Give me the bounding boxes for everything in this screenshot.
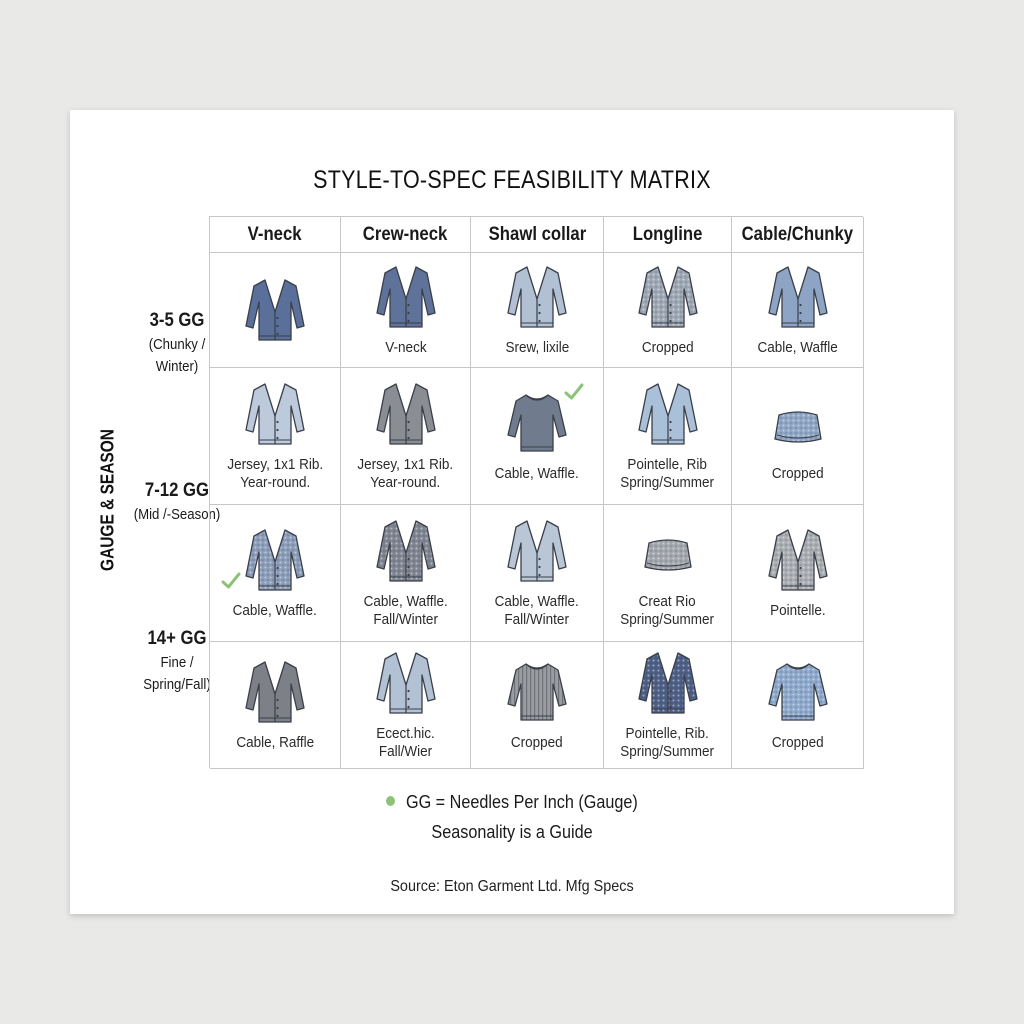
matrix-cell: [210, 253, 341, 368]
matrix-cell: [604, 253, 732, 368]
cardigan-icon: [375, 263, 437, 331]
cell-label-line: Year-round.: [239, 474, 311, 491]
cell-label-line: Cropped: [771, 465, 824, 482]
cardigan-icon: [637, 649, 699, 717]
cell-label: [495, 593, 579, 629]
legend-line-2: Seasonality is a Guide: [431, 822, 593, 842]
pullover-icon: [506, 658, 568, 726]
y-axis-title-text: GAUGE & SEASON: [97, 429, 118, 571]
column-header-label: Cable/Chunky: [741, 223, 854, 245]
legend-line-1: [114, 790, 910, 814]
feasibility-matrix: [209, 216, 863, 768]
cell-label-line: Cropped: [511, 734, 563, 751]
cell-label: [376, 725, 435, 761]
column-header-label: Crew-neck: [363, 223, 448, 245]
cardigan-icon: [244, 276, 306, 344]
cell-label-line: Jersey, 1x1 Rib.: [357, 456, 454, 473]
cell-label-line: Year-round.: [370, 474, 441, 491]
cell-label-line: Cable, Waffle.: [494, 465, 580, 482]
cell-label-line: Jersey, 1x1 Rib.: [227, 456, 323, 473]
cell-label: [233, 602, 317, 620]
cell-label: [621, 456, 715, 492]
column-header-label: Longline: [632, 223, 703, 245]
row-season: Winter): [155, 358, 199, 375]
cell-label: [621, 593, 715, 629]
pullover-icon: [767, 658, 829, 726]
cardigan-icon: [375, 517, 437, 585]
cell-label: [511, 734, 563, 752]
matrix-cell: [210, 642, 341, 769]
row-gauge: 7-12 GG: [144, 480, 210, 501]
cell-label: [236, 734, 314, 752]
cell-label: [227, 456, 323, 492]
cell-label-line: Spring/Summer: [620, 474, 715, 491]
column-header-label: Shawl collar: [488, 223, 586, 245]
column-header-shawl-collar: [471, 217, 604, 253]
row-season: Fine /: [160, 654, 194, 671]
page-title: STYLE-TO-SPEC FEASIBILITY MATRIX: [313, 166, 711, 194]
cell-label-line: Spring/Summer: [620, 611, 715, 628]
cardigan-icon: [244, 658, 306, 726]
row-gauge: 3-5 GG: [149, 310, 205, 331]
cell-label-line: Cable, Raffle: [236, 734, 314, 751]
row-gauge: 14+ GG: [147, 628, 207, 649]
cropped-sweater-icon: [637, 517, 699, 585]
matrix-cell: [471, 505, 604, 642]
cell-label-line: Pointelle, Rib.: [625, 725, 710, 742]
matrix-cell: [732, 253, 864, 368]
matrix-cell: [210, 505, 341, 642]
cell-label-line: Ecect.hic.: [376, 725, 435, 742]
cell-label: [772, 465, 824, 483]
cell-label-line: Cropped: [641, 339, 694, 356]
cardigan-icon: [637, 380, 699, 448]
cardigan-icon: [506, 517, 568, 585]
cardigan-icon: [244, 380, 306, 448]
checkmark-icon: [563, 382, 585, 402]
matrix-cell: [732, 368, 864, 505]
matrix-cell: [732, 505, 864, 642]
column-header-cable-chunky: [732, 217, 864, 253]
matrix-cell: [732, 642, 864, 769]
cell-label-line: Spring/Summer: [620, 743, 715, 760]
column-header-longline: [604, 217, 732, 253]
cell-label-line: Fall/Wier: [378, 743, 433, 760]
cell-label: [772, 734, 824, 752]
cell-label: [770, 602, 826, 620]
cell-label-line: V-neck: [384, 339, 427, 356]
cell-label: [495, 465, 579, 483]
cell-label-line: Fall/Winter: [504, 611, 570, 628]
matrix-cell: [341, 253, 471, 368]
matrix-cell: [471, 253, 604, 368]
cropped-sweater-icon: [767, 389, 829, 457]
cardigan-icon: [506, 263, 568, 331]
matrix-cell: [341, 368, 471, 505]
cell-label-line: Pointelle.: [769, 602, 826, 619]
matrix-cell: [471, 642, 604, 769]
cell-label: [505, 339, 569, 357]
matrix-cell: [471, 368, 604, 505]
cell-label-line: Cable, Waffle.: [232, 602, 318, 619]
cell-label: [363, 593, 447, 629]
legend: [70, 790, 954, 844]
cell-label-line: Cable, Waffle: [757, 339, 838, 356]
cell-label: [757, 339, 837, 357]
cell-label-line: Pointelle, Rib: [627, 456, 708, 473]
legend-text-1: GG = Needles Per Inch (Gauge): [405, 792, 638, 812]
matrix-cell: [210, 368, 341, 505]
column-header-v-neck: [210, 217, 341, 253]
row-season: (Chunky /: [148, 336, 206, 353]
matrix-cell: [604, 642, 732, 769]
cell-label: [642, 339, 694, 357]
matrix-cell: [604, 505, 732, 642]
matrix-cell: [341, 505, 471, 642]
column-header-label: V-neck: [248, 223, 302, 245]
source-note: Source: Eton Garment Ltd. Mfg Specs: [390, 878, 634, 895]
checkmark-icon: [220, 571, 242, 591]
cell-label-line: Creat Rio: [638, 593, 697, 610]
cell-label-line: Cable, Waffle.: [494, 593, 580, 610]
cell-label-line: Srew, lixile: [505, 339, 569, 356]
cardigan-icon: [244, 526, 306, 594]
cell-label-line: Fall/Winter: [373, 611, 438, 628]
matrix-card: [70, 110, 954, 914]
cell-label: [621, 725, 715, 761]
matrix-cell: [604, 368, 732, 505]
row-season: (Mid /-Season): [133, 506, 221, 523]
column-header-crew-neck: [341, 217, 471, 253]
cell-label: [358, 456, 454, 492]
matrix-cell: [341, 642, 471, 769]
cardigan-icon: [767, 526, 829, 594]
cardigan-icon: [375, 649, 437, 717]
pullover-icon: [506, 389, 568, 457]
cell-label: [385, 339, 426, 357]
legend-marker-dot: [386, 796, 395, 806]
cardigan-icon: [767, 263, 829, 331]
row-season: Spring/Fall): [143, 676, 211, 693]
cell-label-line: Cable, Waffle.: [363, 593, 448, 610]
cardigan-icon: [637, 263, 699, 331]
cardigan-icon: [375, 380, 437, 448]
cell-label-line: Cropped: [771, 734, 824, 751]
